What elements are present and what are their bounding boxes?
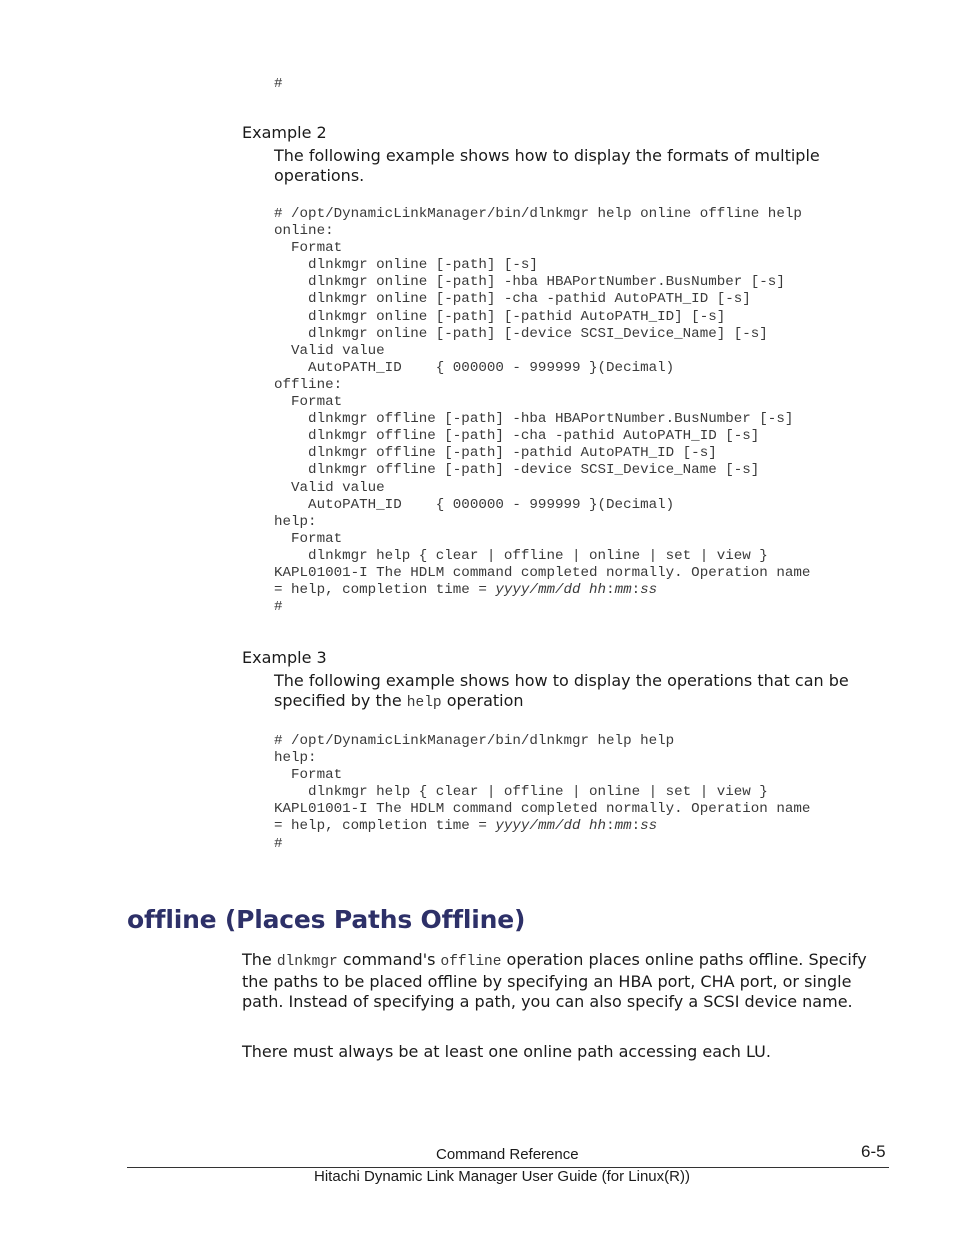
example-3-description-text: The following example shows how to display the operations that can be specified by the — [274, 671, 849, 710]
code-line — [274, 565, 810, 582]
code-placeholder: mm — [614, 818, 632, 835]
code-text: : — [606, 582, 615, 599]
code-line — [274, 750, 810, 767]
example-2-code-block — [274, 206, 810, 616]
code-line — [274, 326, 810, 343]
code-text: KAPL01001-I The HDLM command completed normally. Operation name — [274, 801, 811, 818]
code-line — [274, 497, 810, 514]
code-line — [274, 836, 810, 853]
code-placeholder: yyyy/mm/dd — [495, 818, 581, 835]
example-3-label: Example 3 — [242, 648, 327, 667]
code-text: Format — [274, 530, 343, 547]
footer-page-number: 6-5 — [861, 1142, 886, 1161]
code-line — [274, 428, 810, 445]
code-line — [274, 733, 810, 750]
paragraph-text: command's — [337, 950, 441, 969]
code-text: # /opt/DynamicLinkManager/bin/dlnkmgr help help — [274, 733, 675, 749]
code-line — [274, 411, 810, 428]
code-line — [274, 274, 810, 291]
code-placeholder: hh — [589, 818, 607, 835]
section-paragraph-2: There must always be at least one online path accessing each LU. — [242, 1042, 771, 1061]
code-text: offline: — [274, 376, 343, 393]
inline-code-help: help — [406, 695, 442, 711]
code-line — [274, 360, 810, 377]
example-2-label: Example 2 — [242, 123, 327, 142]
code-line — [274, 343, 810, 360]
code-line — [274, 309, 810, 326]
example-3-description-tail: operation — [441, 691, 524, 710]
code-line — [274, 531, 810, 548]
code-text: help: — [274, 750, 317, 767]
code-prompt: # — [274, 76, 283, 92]
code-line — [274, 394, 810, 411]
code-line — [274, 767, 810, 784]
code-text: = help, completion time = — [274, 582, 496, 599]
code-text: dlnkmgr online [-path] [-device SCSI_Device_Name] [-s] — [274, 325, 768, 342]
example-2-description: The following example shows how to display the formats of multiple operations. — [274, 146, 820, 185]
section-heading: offline (Places Paths Offline) — [127, 905, 526, 934]
code-placeholder: ss — [640, 582, 658, 599]
code-placeholder: hh — [589, 582, 607, 599]
code-text: Format — [274, 767, 343, 784]
code-line — [274, 206, 810, 223]
code-text: # /opt/DynamicLinkManager/bin/dlnkmgr help online offline help — [274, 206, 802, 222]
code-text: dlnkmgr online [-path] [-s] — [274, 257, 538, 274]
footer-guide-title: Hitachi Dynamic Link Manager User Guide (for Linux(R)) — [314, 1168, 690, 1185]
code-text: help: — [274, 513, 317, 530]
inline-code-dlnkmgr: dlnkmgr — [276, 954, 338, 970]
code-line — [274, 462, 810, 479]
code-text — [581, 818, 590, 834]
code-line — [274, 240, 810, 257]
code-text: dlnkmgr offline [-path] -hba HBAPortNumber.BusNumber [-s] — [274, 411, 794, 428]
example-3-description — [274, 671, 884, 713]
code-text: Format — [274, 240, 343, 257]
inline-code-offline: offline — [440, 954, 502, 970]
code-text: : — [606, 818, 615, 835]
code-text: dlnkmgr offline [-path] -pathid AutoPATH_ID [-s] — [274, 445, 717, 462]
section-paragraph-1 — [242, 950, 890, 1012]
code-text: AutoPATH_ID { 000000 - 999999 }(Decimal) — [274, 496, 675, 513]
example-3-code-block — [274, 733, 810, 853]
code-line — [274, 257, 810, 274]
code-text: = help, completion time = — [274, 818, 496, 835]
code-line — [274, 548, 810, 565]
code-line — [274, 445, 810, 462]
code-line — [274, 514, 810, 531]
paragraph-text: operation places online paths offline. Specify the paths to be placed offline by specifying an HBA port, CHA port, or single path. Instead of specifying a path, you can also specify a SCSI device name. — [242, 950, 867, 1011]
code-text: Valid value — [274, 342, 385, 359]
code-placeholder: mm — [614, 582, 632, 599]
code-text: # — [274, 599, 283, 616]
code-placeholder: ss — [640, 818, 658, 835]
code-line — [274, 582, 810, 599]
code-text: dlnkmgr online [-path] [-pathid AutoPATH_ID] [-s] — [274, 308, 726, 325]
code-line — [274, 377, 810, 394]
code-text: AutoPATH_ID { 000000 - 999999 }(Decimal) — [274, 359, 675, 376]
code-text — [581, 582, 590, 598]
code-text: dlnkmgr online [-path] -cha -pathid AutoPATH_ID [-s] — [274, 291, 751, 308]
code-text: online: — [274, 223, 334, 240]
code-text: Format — [274, 394, 343, 411]
code-line — [274, 801, 810, 818]
footer-chapter: Command Reference — [436, 1146, 579, 1163]
code-line — [274, 291, 810, 308]
code-text: dlnkmgr offline [-path] -cha -pathid AutoPATH_ID [-s] — [274, 428, 760, 445]
code-text: dlnkmgr offline [-path] -device SCSI_Device_Name [-s] — [274, 462, 760, 479]
code-text: dlnkmgr help { clear | offline | online | set | view } — [274, 784, 768, 801]
code-line — [274, 599, 810, 616]
paragraph-text: The — [242, 950, 277, 969]
code-line — [274, 818, 810, 835]
code-text: : — [631, 582, 641, 599]
code-text: KAPL01001-I The HDLM command completed normally. Operation name — [274, 564, 811, 581]
code-line — [274, 480, 810, 497]
code-text: dlnkmgr help { clear | offline | online | set | view } — [274, 547, 768, 564]
code-placeholder: yyyy/mm/dd — [495, 582, 581, 599]
code-text: : — [631, 818, 641, 835]
code-text: Valid value — [274, 479, 385, 496]
code-line — [274, 223, 810, 240]
code-line — [274, 784, 810, 801]
code-text: dlnkmgr online [-path] -hba HBAPortNumber.BusNumber [-s] — [274, 274, 785, 291]
code-text: # — [274, 835, 283, 852]
